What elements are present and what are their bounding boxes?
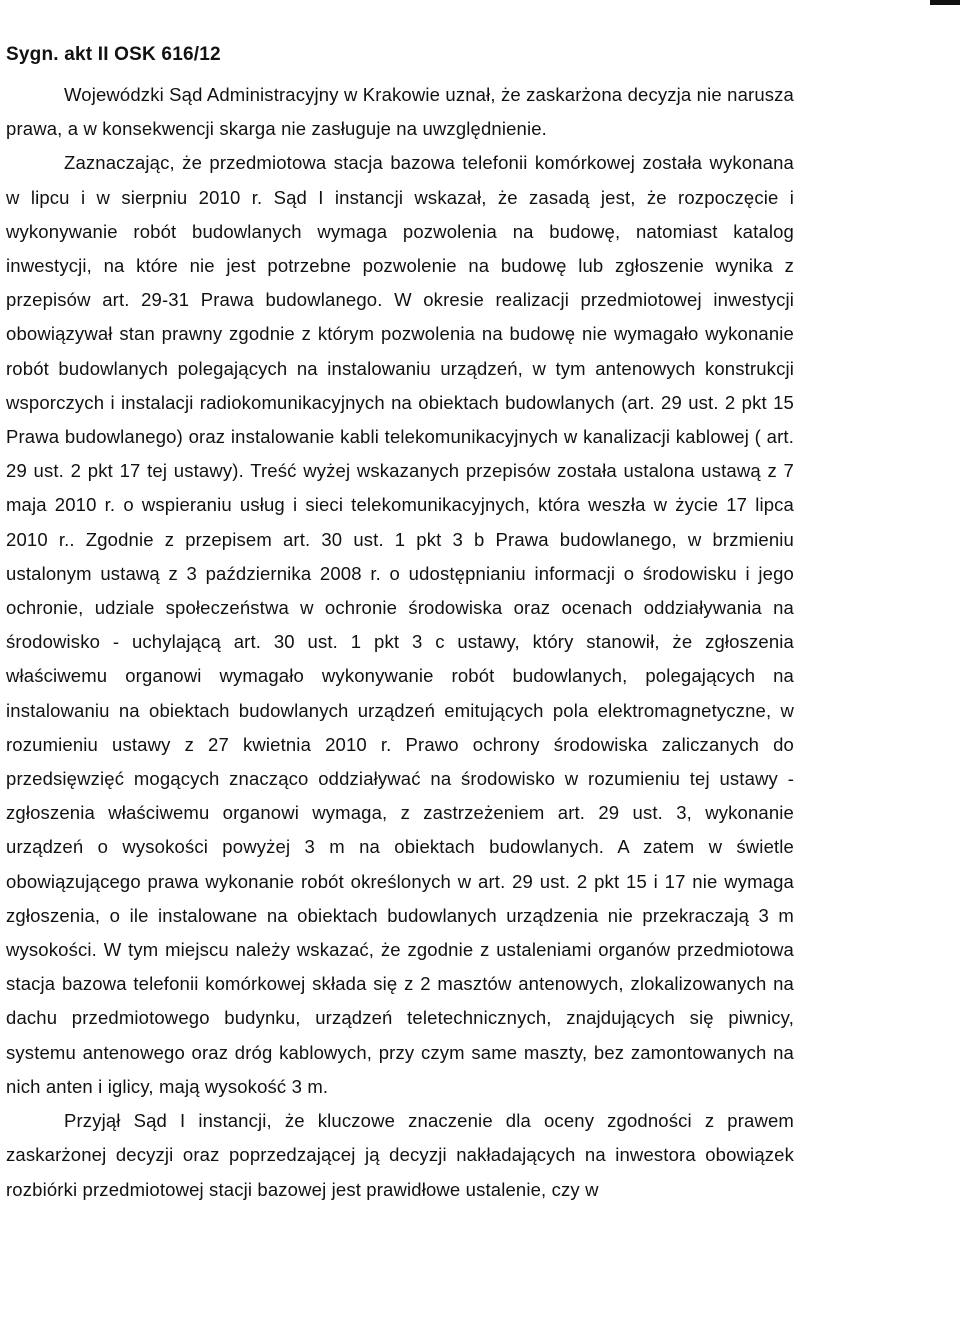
paragraph: Wojewódzki Sąd Administracyjny w Krakowie uznał, że zaskarżona decyzja nie narusza prawa, a w konsekwencji skarga nie zasługuje na uwzględnienie.	[6, 84, 794, 140]
document-body	[6, 78, 794, 1207]
page-corner-mark	[930, 0, 960, 5]
case-signature: Sygn. akt II OSK 616/12	[6, 44, 221, 65]
paragraph: Przyjął Sąd I instancji, że kluczowe znaczenie dla oceny zgodności z prawem zaskarżonej decyzji oraz poprzedzającej ją decyzji nakładających na inwestora obowiązek rozbiórki przedmiotowej stacji bazowej jest prawidłowe ustalenie, czy w	[6, 1110, 794, 1200]
paragraph: Zaznaczając, że przedmiotowa stacja bazowa telefonii komórkowej została wykonana w lipcu i w sierpniu 2010 r. Sąd I instancji wskazał, że zasadą jest, że rozpoczęcie i wykonywanie robót budowlanych wymaga pozwolenia na budowę, natomiast katalog inwestycji, na które nie jest potrzebne pozwolenie na budowę lub zgłoszenie wynika z przepisów art. 29-31 Prawa budowlanego. W okresie realizacji przedmiotowej inwestycji obowiązywał stan prawny zgodnie z którym pozwolenia na budowę nie wymagało wykonanie robót budowlanych polegających na instalowaniu urządzeń, w tym antenowych konstrukcji wsporczych i instalacji radiokomunikacyjnych na obiektach budowlanych (art. 29 ust. 2 pkt 15 Prawa budowlanego) oraz instalowanie kabli telekomunikacyjnych w kanalizacji kablowej ( art. 29 ust. 2 pkt 17 tej ustawy). Treść wyżej wskazanych przepisów została ustalona ustawą z 7 maja 2010 r. o wspieraniu usług i sieci telekomunikacyjnych, która weszła w życie 17 lipca 2010 r.. Zgodnie z przepisem art. 30 ust. 1 pkt 3 b Prawa budowlanego, w brzmieniu ustalonym ustawą z 3 października 2008 r. o udostępnianiu informacji o środowisku i jego ochronie, udziale społeczeństwa w ochronie środowiska oraz ocenach oddziaływania na środowisko - uchylającą art. 30 ust. 1 pkt 3 c ustawy, który stanowił, że zgłoszenia właściwemu organowi wymagało wykonywanie robót budowlanych, polegających na instalowaniu na obiektach budowlanych urządzeń emitujących pola elektromagnetyczne, w rozumieniu ustawy z 27 kwietnia 2010 r. Prawo ochrony środowiska zaliczanych do przedsięwzięć mogących znacząco oddziaływać na środowisko w rozumieniu tej ustawy - zgłoszenia właściwemu organowi wymaga, z zastrzeżeniem art. 29 ust. 3, wykonanie urządzeń o wysokości powyżej 3 m na obiektach budowlanych. A zatem w świetle obowiązującego prawa wykonanie robót określonych w art. 29 ust. 2 pkt 15 i 17 nie wymaga zgłoszenia, o ile instalowane na obiektach budowlanych urządzenia nie przekraczają 3 m wysokości. W tym miejscu należy wskazać, że zgodnie z ustaleniami organów przedmiotowa stacja bazowa telefonii komórkowej składa się z 2 masztów antenowych, zlokalizowanych na dachu przedmiotowego budynku, urządzeń teletechnicznych, znajdujących się piwnicy, systemu antenowego oraz dróg kablowych, przy czym same maszty, bez zamontowanych na nich anten i iglicy, mają wysokość 3 m.	[6, 152, 794, 1097]
